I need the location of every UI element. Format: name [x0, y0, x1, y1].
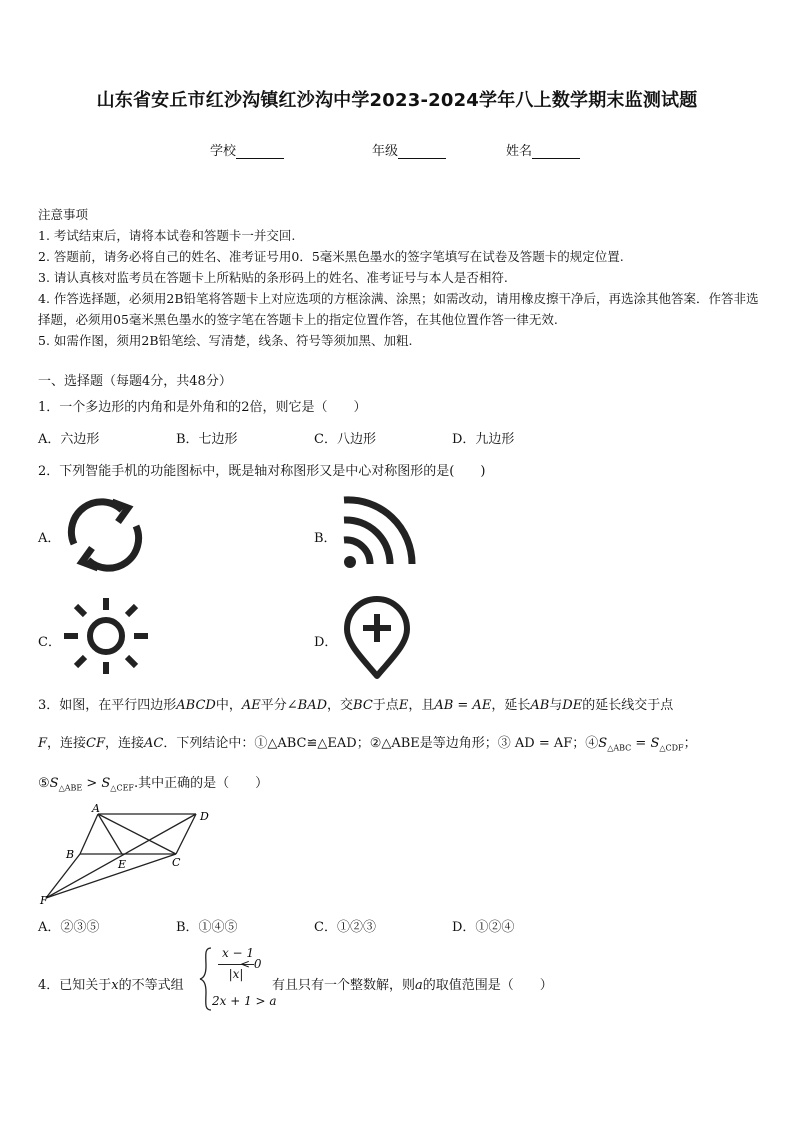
name-label: 姓名: [506, 144, 533, 159]
name-field[interactable]: [506, 140, 580, 159]
note-item-2: 2. 答题前，请务必将自己的姓名、准考证号用0．5毫米黑色墨水的签字笔填写在试卷及答题卡的规定位置.: [38, 249, 624, 264]
q1-option-c: C．八边形: [314, 432, 376, 447]
label-B: B: [66, 848, 75, 861]
school-blank[interactable]: [236, 146, 284, 159]
sun-icon: [62, 596, 150, 676]
inequality-1-relation: < 0: [240, 957, 262, 971]
question-4-suffix: 有且只有一个整数解，则a的取值范围是（ ）: [272, 978, 553, 993]
label-F: F: [40, 894, 48, 907]
q3-option-b: B．①④⑤: [176, 920, 238, 935]
question-3-line-3: $⑤S_{\triangle ABE} > S_{\triangle CEF}$.其中正确的是（ ）: [38, 776, 269, 793]
fraction-denominator: |x|: [228, 967, 244, 981]
q2-label-b: B．: [314, 531, 337, 546]
label-C: C: [172, 856, 181, 869]
question-3-line-2: F，连接CF，连接AC．下列结论中：①△ABC≌△EAD；②△ABE是等边角形；③ AD = AF；$④S_{\triangle ABC} = S_{\triangle CDF}$；: [38, 736, 697, 753]
q3-option-d: D．①②④: [452, 920, 515, 935]
inequality-2: 2x + 1 > a: [212, 994, 277, 1008]
page-title: 山东省安丘市红沙沟镇红沙沟中学2023-2024学年八上数学期末监测试题: [96, 90, 698, 111]
note-item-4: 4. 作答选择题，必须用2B铅笔将答题卡上对应选项的方框涂满、涂黑；如需改动，请用橡皮擦干净后，再选涂其他答案．作答非选择题，必须用05毫米黑色墨水的签字笔在答题卡上的指定位置作答，在其他位置作答一律无效.: [38, 291, 759, 327]
name-blank[interactable]: [532, 146, 580, 159]
q1-option-d: D．九边形: [452, 432, 515, 447]
school-label: 学校: [210, 144, 237, 159]
question-1-stem: 1．一个多边形的内角和是外角和的2倍，则它是（ ）: [38, 400, 367, 415]
q3-option-a: A．②③⑤: [38, 920, 100, 935]
grade-label: 年级: [372, 144, 399, 159]
q3-option-c: C．①②③: [314, 920, 376, 935]
wifi-signal-icon: [340, 494, 420, 570]
question-4-prefix: 4．已知关于x的不等式组: [38, 978, 184, 993]
question-2-stem: 2．下列智能手机的功能图标中，既是轴对称图形又是中心对称图形的是( ): [38, 464, 486, 479]
q2-label-a: A．: [38, 531, 61, 546]
label-A: A: [92, 804, 100, 815]
label-D: D: [200, 810, 209, 823]
q1-option-a: A．六边形: [38, 432, 100, 447]
school-field[interactable]: [210, 140, 284, 159]
grade-field[interactable]: [372, 140, 446, 159]
note-item-5: 5. 如需作图，须用2B铅笔绘、写清楚，线条、符号等须加黑、加粗.: [38, 333, 413, 348]
q2-label-c: C．: [38, 635, 61, 650]
q1-option-b: B．七边形: [176, 432, 238, 447]
q2-label-d: D．: [314, 635, 338, 650]
question-3-line-1: 3．如图，在平行四边形ABCD中，AE平分∠BAD，交BC于点E，且AB = AE，延长AB与DE的延长线交于点: [38, 698, 674, 713]
map-pin-plus-icon: [342, 596, 412, 680]
note-item-1: 1. 考试结束后，请将本试卷和答题卡一并交回.: [38, 228, 296, 243]
notes-heading: 注意事项: [38, 207, 89, 222]
parallelogram-figure: [36, 804, 216, 908]
refresh-icon: [60, 494, 150, 576]
fraction-numerator: x − 1: [221, 946, 255, 960]
notes-block: [38, 204, 760, 351]
label-E: E: [118, 858, 127, 871]
section-heading: 一、选择题（每题4分，共48分）: [38, 374, 232, 389]
note-item-3: 3. 请认真核对监考员在答题卡上所粘贴的条形码上的姓名、准考证号与本人是否相符.: [38, 270, 508, 285]
grade-blank[interactable]: [398, 146, 446, 159]
